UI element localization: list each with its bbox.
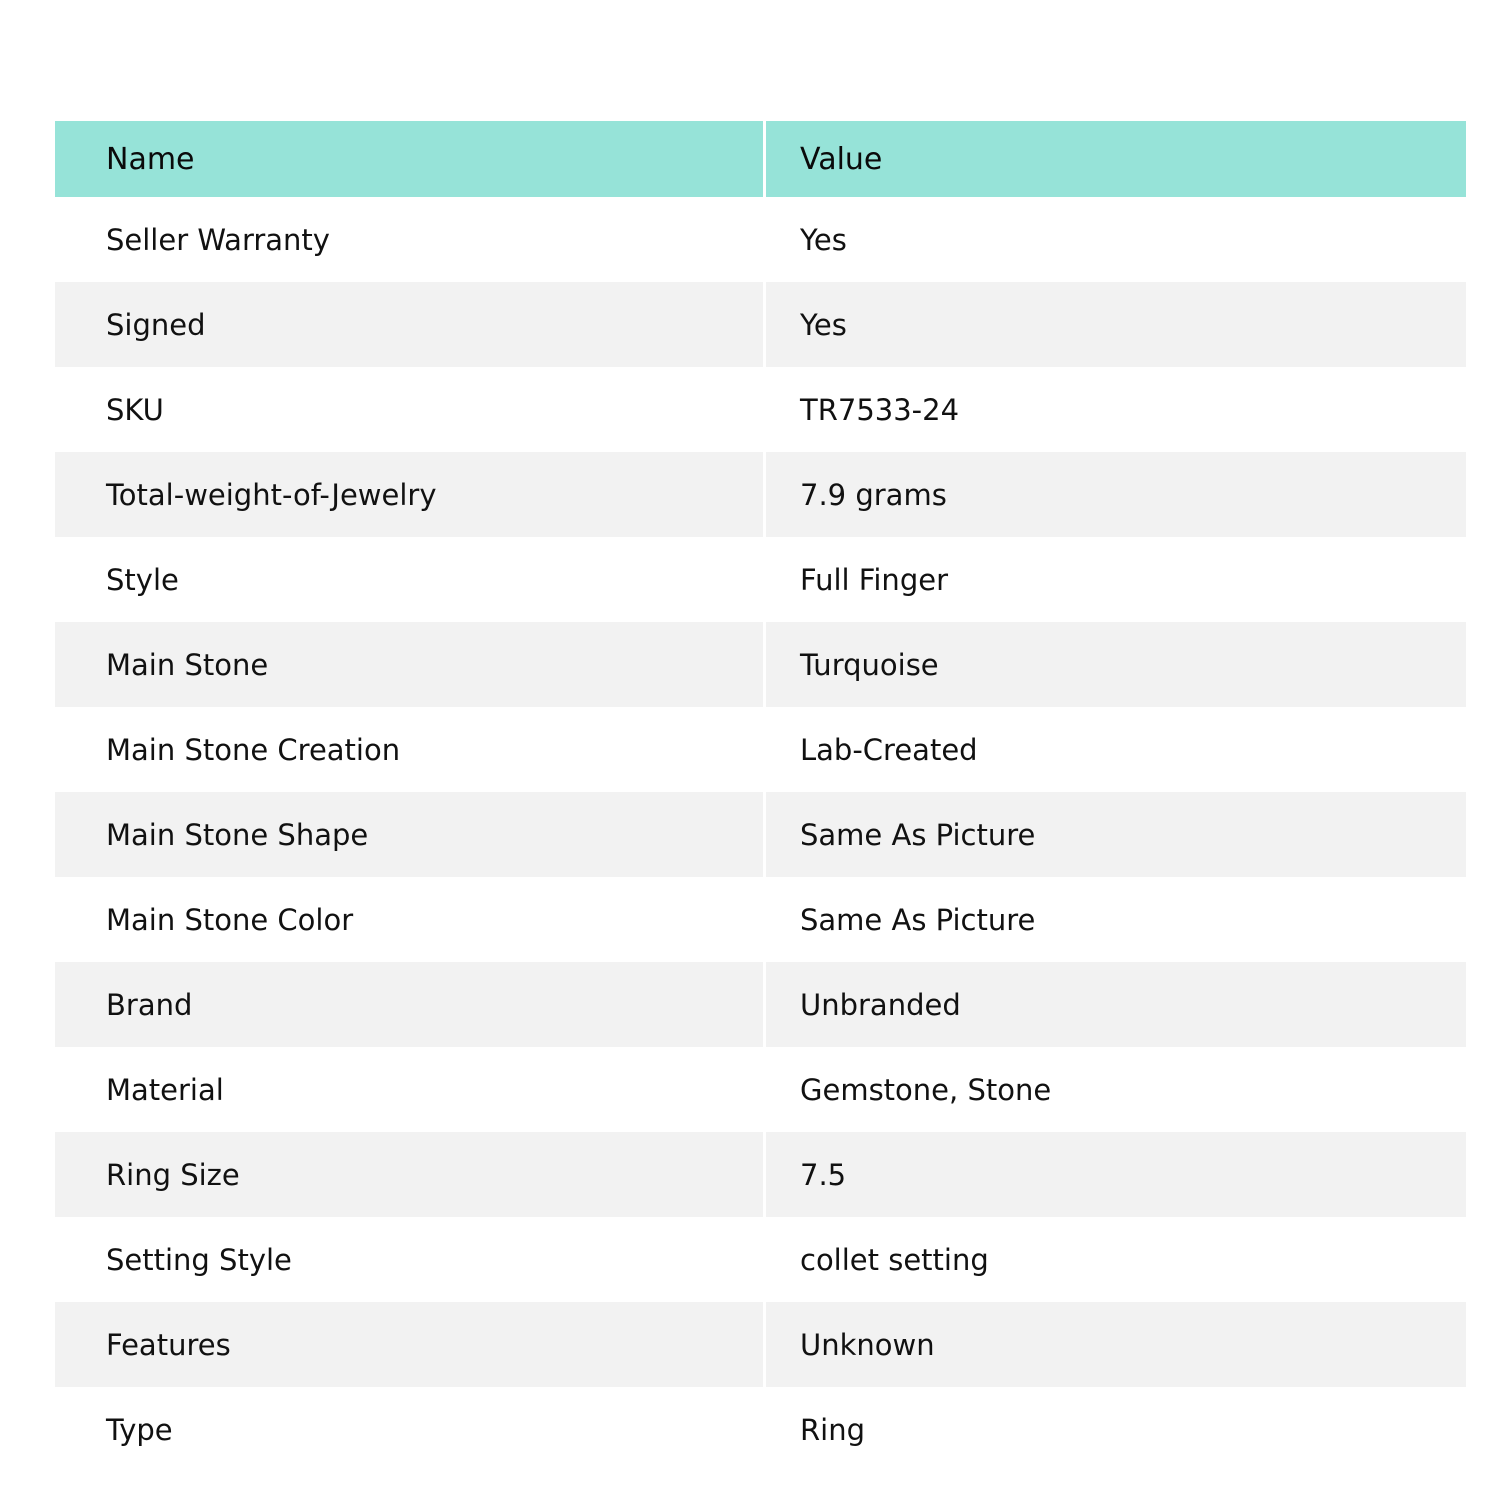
column-header-value: Value: [766, 121, 1466, 197]
row-value-cell: Unknown: [766, 1302, 1466, 1387]
row-name-cell: Main Stone Shape: [55, 792, 766, 877]
row-value-cell: Ring: [800, 1412, 865, 1447]
row-value-cell: Yes: [766, 282, 1466, 367]
table-row: [55, 282, 1466, 367]
table-row: [55, 1217, 1466, 1302]
item-specifics-table: [55, 121, 1466, 1472]
header-row: [55, 121, 1466, 197]
row-value-cell: Yes: [800, 222, 847, 257]
row-value-cell: 7.5: [766, 1132, 1466, 1217]
row-name-cell: Setting Style: [55, 1217, 766, 1302]
table-row: [55, 792, 1466, 877]
table-row: [55, 367, 1466, 452]
row-name-cell: Material: [55, 1047, 766, 1132]
column-header-name: Name: [55, 121, 766, 197]
table-row: [55, 622, 1466, 707]
table-row: [55, 877, 1466, 962]
row-name-cell: Ring Size: [55, 1132, 766, 1217]
row-value-cell: collet setting: [800, 1242, 989, 1277]
table-row: [55, 1047, 1466, 1132]
table-body: [55, 197, 1466, 1472]
table-row: [55, 537, 1466, 622]
row-name-cell: Features: [55, 1302, 766, 1387]
row-value-cell: TR7533-24: [800, 392, 960, 427]
row-value-cell: Same As Picture: [800, 902, 1036, 937]
row-name-cell: Type: [55, 1387, 766, 1472]
row-name-cell: Style: [55, 537, 766, 622]
row-name-cell: Main Stone Creation: [55, 707, 766, 792]
table-row: [55, 1132, 1466, 1217]
row-value-cell: Same As Picture: [766, 792, 1466, 877]
row-value-cell: Gemstone, Stone: [800, 1072, 1052, 1107]
row-name-cell: Signed: [55, 282, 766, 367]
row-name-cell: Seller Warranty: [55, 197, 766, 282]
row-value-cell: Full Finger: [800, 562, 948, 597]
row-value-cell: Turquoise: [766, 622, 1466, 707]
row-name-cell: Brand: [55, 962, 766, 1047]
row-name-cell: SKU: [55, 367, 766, 452]
row-value-cell: 7.9 grams: [766, 452, 1466, 537]
row-name-cell: Main Stone Color: [55, 877, 766, 962]
table-row: [55, 452, 1466, 537]
table-row: [55, 1387, 1466, 1472]
table-header: [55, 121, 1466, 197]
table-row: [55, 707, 1466, 792]
row-value-cell: Lab-Created: [800, 732, 978, 767]
row-value-cell: Unbranded: [766, 962, 1466, 1047]
table-row: [55, 1302, 1466, 1387]
row-name-cell: Main Stone: [55, 622, 766, 707]
table-row: [55, 962, 1466, 1047]
row-name-cell: Total-weight-of-Jewelry: [55, 452, 766, 537]
table-row: [55, 197, 1466, 282]
